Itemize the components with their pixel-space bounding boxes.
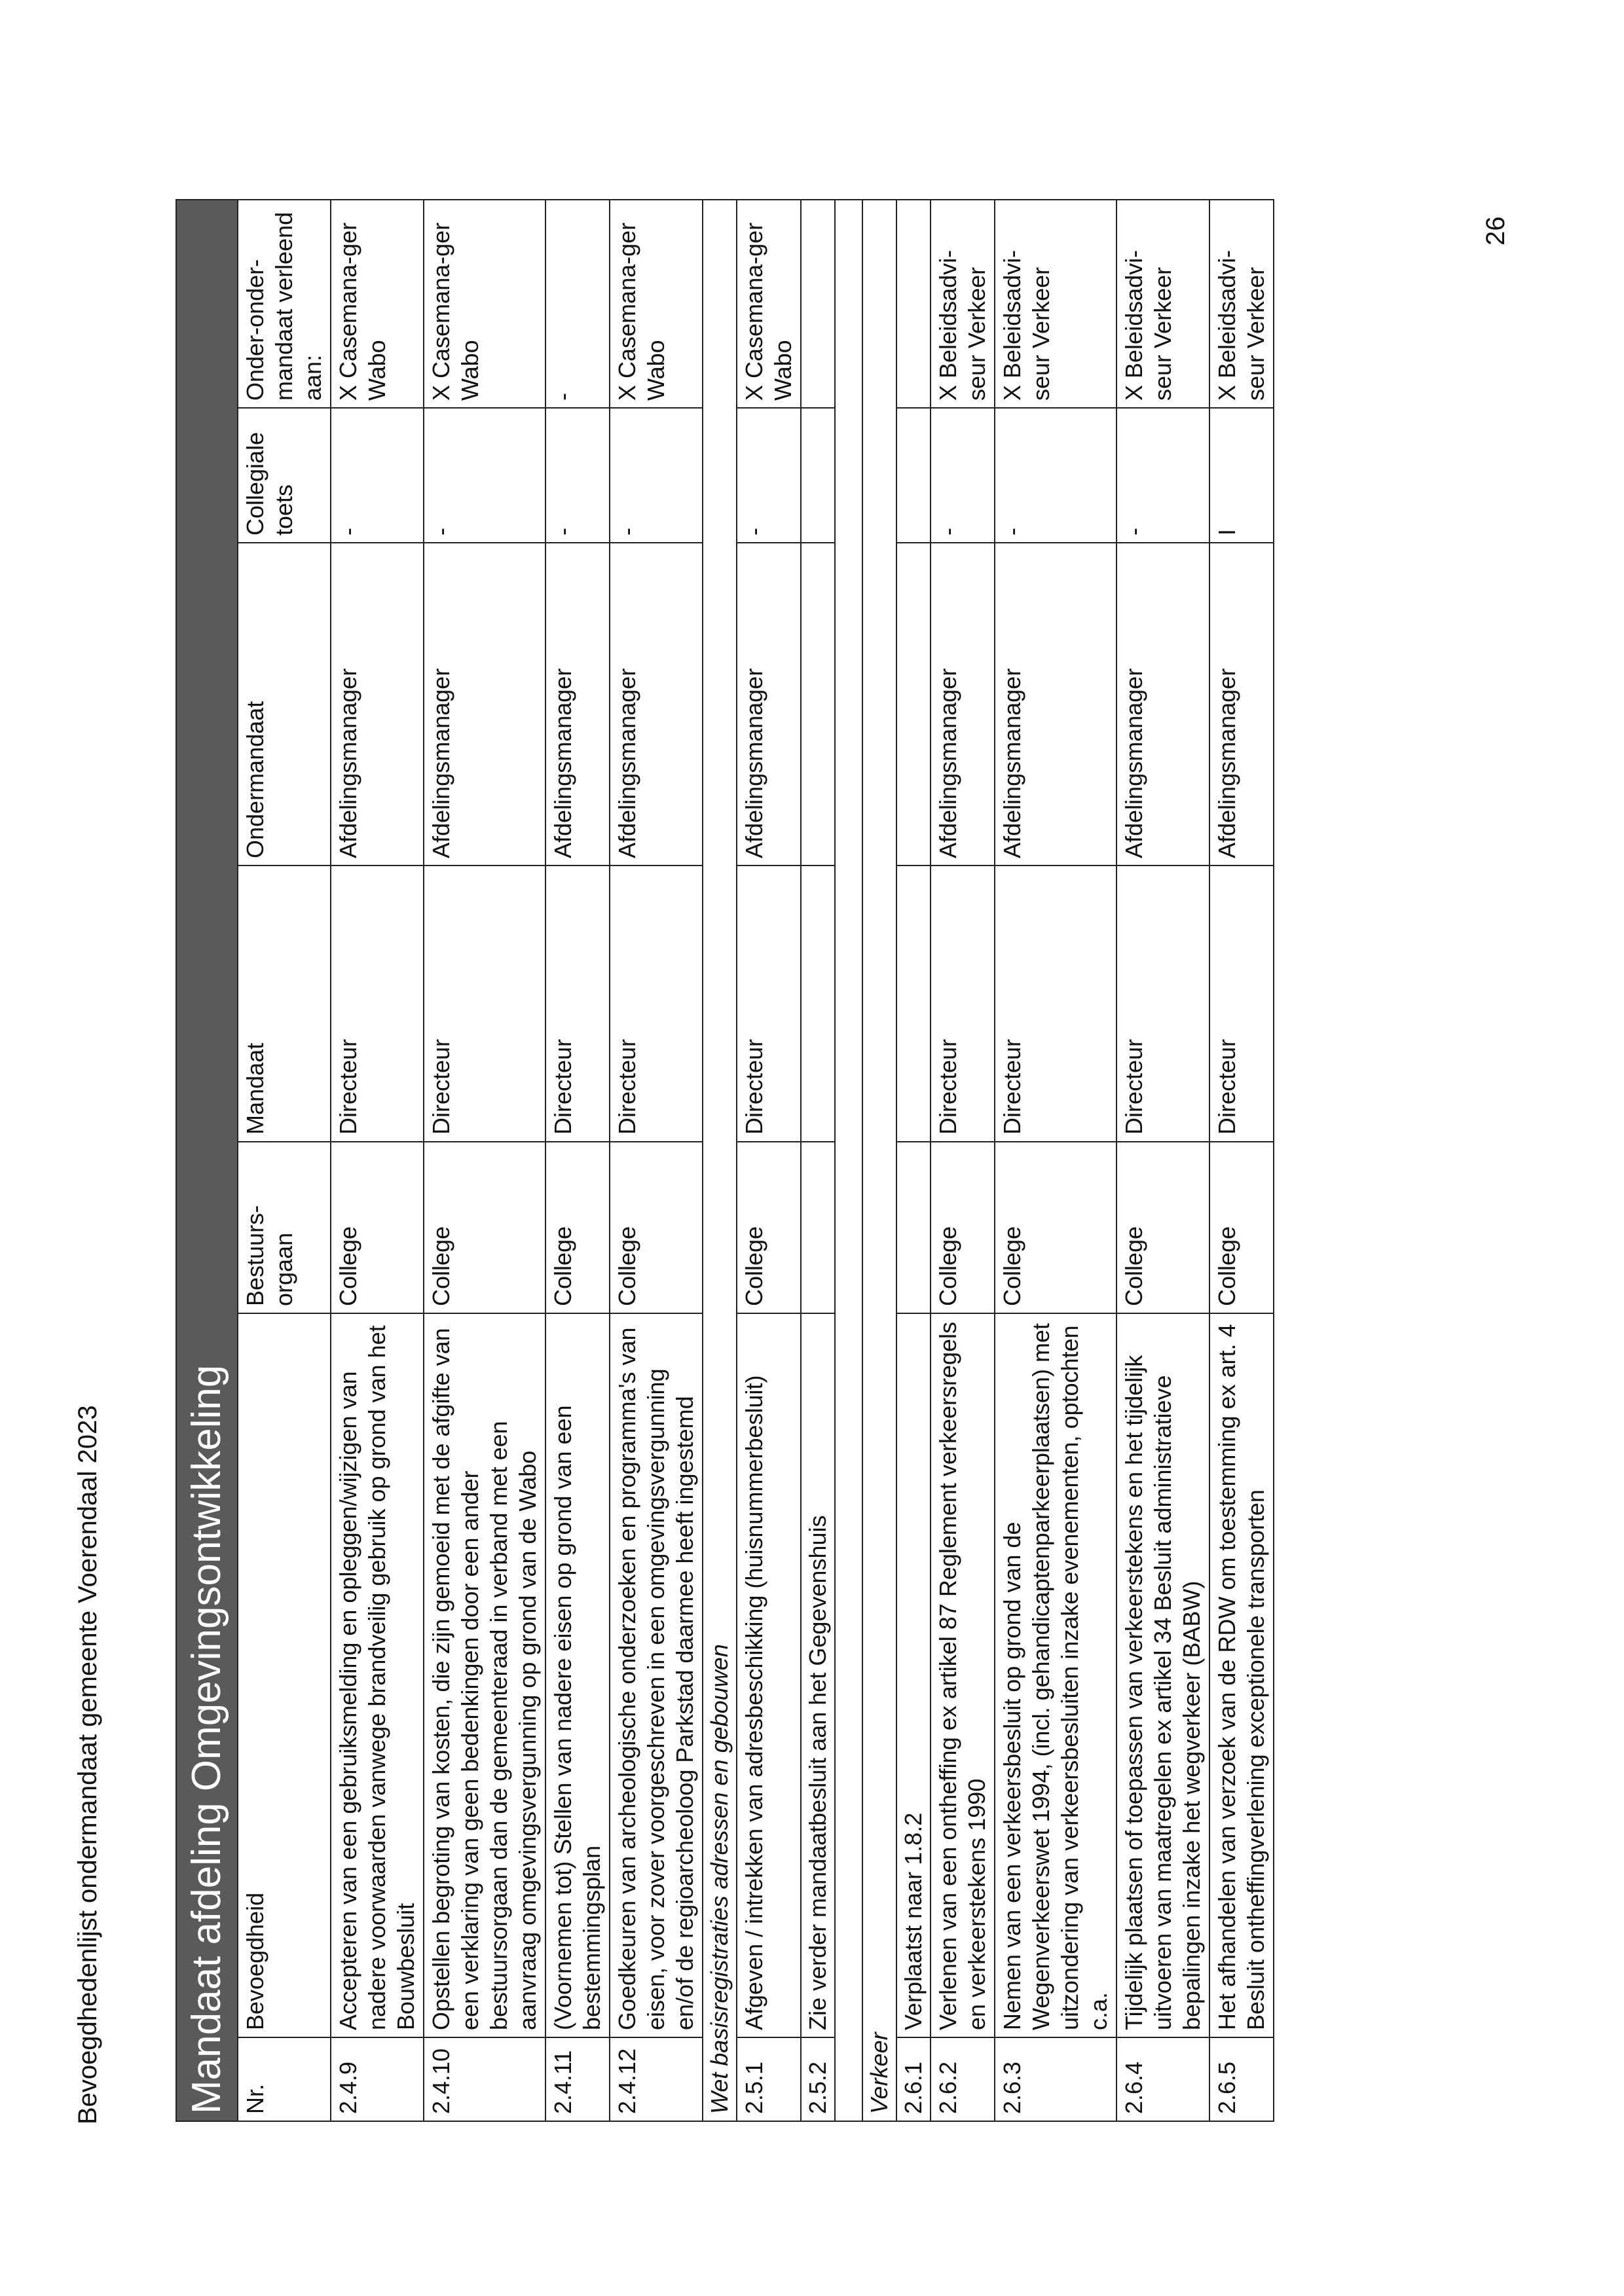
section-row-wba	[703, 200, 737, 2121]
table-title-row	[176, 200, 238, 2121]
col-header-ondermandaat: Ondermandaat	[238, 543, 331, 866]
cell-mandaat: Directeur	[1116, 866, 1209, 1142]
table-row	[737, 200, 801, 2121]
cell-onder-ondermandaat: X Beleidsadvi-seur Verkeer	[995, 200, 1116, 408]
cell-bestuursorgaan: College	[331, 1142, 424, 1313]
table-row	[1209, 200, 1274, 2121]
cell-nr: 2.4.11	[545, 2037, 610, 2121]
col-header-bestuursorgaan: Bestuurs-orgaan	[238, 1142, 331, 1313]
cell-collegiale-toets: -	[737, 408, 801, 543]
page-number: 26	[1481, 216, 1510, 246]
cell-bevoegdheid: Het afhandelen van verzoek van de RDW om toestemming ex art. 4 Besluit ontheffingverlening exceptionele transporten	[1209, 1313, 1274, 2037]
cell-mandaat: Directeur	[995, 866, 1116, 1142]
cell-ondermandaat: Afdelingsmanager	[737, 543, 801, 866]
cell-bevoegdheid: Tijdelijk plaatsen of toepassen van verkeerstekens en het tijdelijk uitvoeren van maatregelen ex artikel 34 Besluit administratieve bepalingen inzake het wegverkeer (BABW)	[1116, 1313, 1209, 2037]
cell-bestuursorgaan: College	[1209, 1142, 1274, 1313]
cell-collegiale-toets: -	[610, 408, 703, 543]
cell-mandaat: Directeur	[1209, 866, 1274, 1142]
table-row	[545, 200, 610, 2121]
cell-nr: 2.4.9	[331, 2037, 424, 2121]
cell-ondermandaat: Afdelingsmanager	[424, 543, 545, 866]
cell-nr: 2.4.10	[424, 2037, 545, 2121]
cell-bestuursorgaan: College	[737, 1142, 801, 1313]
cell-bevoegdheid: Nemen van een verkeersbesluit op grond van de Wegenverkeerswet 1994, (incl. gehandicaptenparkeerplaatsen) met uitzondering van verkeersbesluiten inzake evenementen, optochten c.a.	[995, 1313, 1116, 2037]
cell-collegiale-toets: -	[545, 408, 610, 543]
cell-bestuursorgaan: College	[610, 1142, 703, 1313]
cell-bestuursorgaan: College	[931, 1142, 995, 1313]
cell-onder-ondermandaat: X Casemana-ger Wabo	[424, 200, 545, 408]
cell-nr: 2.6.2	[931, 2037, 995, 2121]
cell-ondermandaat: Afdelingsmanager	[931, 543, 995, 866]
cell-collegiale-toets: -	[931, 408, 995, 543]
cell-collegiale-toets: -	[1116, 408, 1209, 543]
cell-bevoegdheid: Afgeven / intrekken van adresbeschikking (huisnummerbesluit)	[737, 1313, 801, 2037]
cell-nr: 2.6.3	[995, 2037, 1116, 2121]
cell-ondermandaat: Afdelingsmanager	[545, 543, 610, 866]
section-heading-verkeer: Verkeer	[862, 200, 896, 2121]
spacer-row	[835, 200, 862, 2121]
cell-onder-ondermandaat: X Casemana-ger Wabo	[331, 200, 424, 408]
cell-nr: 2.6.5	[1209, 2037, 1274, 2121]
cell-onder-ondermandaat: -	[545, 200, 610, 408]
cell-bestuursorgaan: College	[545, 1142, 610, 1313]
cell-bevoegdheid: (Voornemen tot) Stellen van nadere eisen op grond van een bestemmingsplan	[545, 1313, 610, 2037]
cell-onder-ondermandaat: X Beleidsadvi-seur Verkeer	[931, 200, 995, 408]
cell-mandaat	[801, 866, 835, 1142]
cell-mandaat: Directeur	[331, 866, 424, 1142]
cell-nr: 2.5.2	[801, 2037, 835, 2121]
cell-nr: 2.5.1	[737, 2037, 801, 2121]
table-row	[424, 200, 545, 2121]
cell-nr: 2.6.1	[896, 2037, 931, 2121]
cell-nr: 2.4.12	[610, 2037, 703, 2121]
section-heading-wba: Wet basisregistraties adressen en gebouwen	[703, 200, 737, 2121]
col-header-mandaat: Mandaat	[238, 866, 331, 1142]
cell-bevoegdheid: Verlenen van een ontheffing ex artikel 87 Reglement verkeersregels en verkeerstekens 1990	[931, 1313, 995, 2037]
cell-onder-ondermandaat: X Beleidsadvi-seur Verkeer	[1209, 200, 1274, 408]
cell-bevoegdheid: Accepteren van een gebruiksmelding en opleggen/wijzigen van nadere voorwaarden vanwege brandveilig gebruik op grond van het Bouwbesluit	[331, 1313, 424, 2037]
cell-mandaat: Directeur	[424, 866, 545, 1142]
col-header-bevoegdheid: Bevoegdheid	[238, 1313, 331, 2037]
table-row	[610, 200, 703, 2121]
table-title: Mandaat afdeling Omgevingsontwikkeling	[176, 200, 238, 2121]
mandate-table	[175, 199, 1274, 2122]
cell-mandaat: Directeur	[610, 866, 703, 1142]
cell-ondermandaat	[801, 543, 835, 866]
table-row	[896, 200, 931, 2121]
table-body-part3	[931, 200, 1274, 2121]
cell-onder-ondermandaat: X Beleidsadvi-seur Verkeer	[1116, 200, 1209, 408]
cell-collegiale-toets	[801, 408, 835, 543]
cell-bestuursorgaan: College	[1116, 1142, 1209, 1313]
cell-bestuursorgaan: College	[995, 1142, 1116, 1313]
section-verkeer-body	[835, 200, 931, 2121]
cell-bestuursorgaan: College	[424, 1142, 545, 1313]
table-body-part1	[331, 200, 703, 2121]
cell-onder-ondermandaat	[801, 200, 835, 408]
cell-collegiale-toets: I	[1209, 408, 1274, 543]
table-row	[931, 200, 995, 2121]
table-row	[995, 200, 1116, 2121]
cell-bevoegdheid: Goedkeuren van archeologische onderzoeken en programma's van eisen, voor zover voorgeschreven in een omgevingsvergunning en/of de regioarcheoloog Parkstad daarmee heeft ingestemd	[610, 1313, 703, 2037]
cell-ondermandaat: Afdelingsmanager	[331, 543, 424, 866]
cell-bevoegdheid: Zie verder mandaatbesluit aan het Gegevenshuis	[801, 1313, 835, 2037]
cell-ondermandaat: Afdelingsmanager	[610, 543, 703, 866]
mandate-table-container	[175, 200, 1274, 2122]
document-header: Bevoegdhedenlijst ondermandaat gemeente Voerendaal 2023	[73, 1405, 102, 2124]
cell-bestuursorgaan	[801, 1142, 835, 1313]
table-row	[1116, 200, 1209, 2121]
cell-nr: 2.6.4	[1116, 2037, 1209, 2121]
cell-collegiale-toets: -	[995, 408, 1116, 543]
col-header-nr: Nr.	[238, 2037, 331, 2121]
table-body-part2	[737, 200, 835, 2121]
col-header-onder-ondermandaat: Onder-onder-mandaat verleend aan:	[238, 200, 331, 408]
section-wba-body	[703, 200, 737, 2121]
cell-onder-ondermandaat: X Casemana-ger Wabo	[610, 200, 703, 408]
cell-mandaat: Directeur	[737, 866, 801, 1142]
cell-collegiale-toets: -	[331, 408, 424, 543]
cell-mandaat: Directeur	[931, 866, 995, 1142]
cell-bevoegdheid: Opstellen begroting van kosten, die zijn gemoeid met de afgifte van een verklaring van geen bedenkingen door een ander bestuursorgaan dan de gemeenteraad in verband met een aanvraag omgevingsvergunning op grond van de Wabo	[424, 1313, 545, 2037]
column-header-row	[238, 200, 331, 2121]
cell-bevoegdheid: Verplaatst naar 1.8.2	[896, 1313, 931, 2037]
table-row	[801, 200, 835, 2121]
table-row	[331, 200, 424, 2121]
cell-onder-ondermandaat: X Casemana-ger Wabo	[737, 200, 801, 408]
cell-ondermandaat: Afdelingsmanager	[1116, 543, 1209, 866]
cell-ondermandaat: Afdelingsmanager	[995, 543, 1116, 866]
col-header-collegiale-toets: Collegiale toets	[238, 408, 331, 543]
cell-mandaat: Directeur	[545, 866, 610, 1142]
cell-ondermandaat: Afdelingsmanager	[1209, 543, 1274, 866]
section-row-verkeer	[862, 200, 896, 2121]
cell-collegiale-toets: -	[424, 408, 545, 543]
